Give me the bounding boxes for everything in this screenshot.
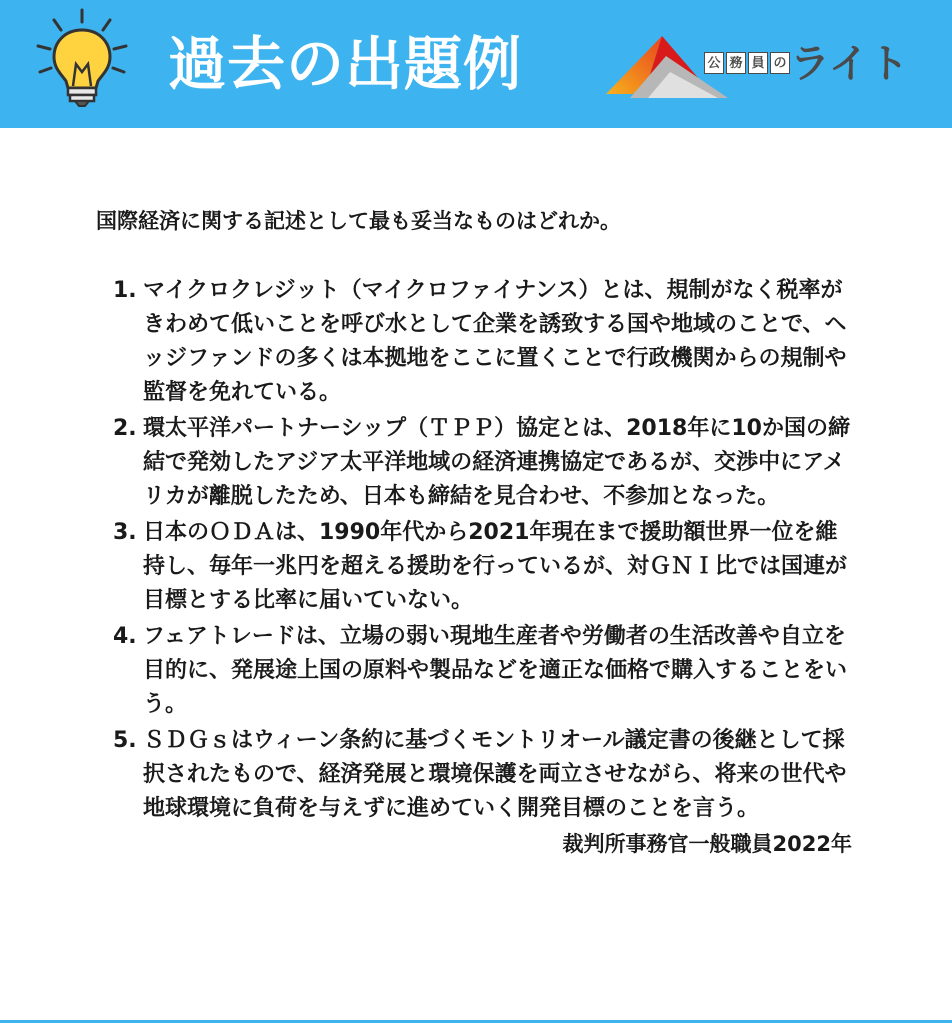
choice-text: フェアトレードは、立場の弱い現地生産者や労働者の生活改善や自立を目的に、発展途上国の原料や製品などを適正な価格で購入することをいう。 — [143, 624, 848, 717]
choice-item — [113, 412, 876, 514]
choice-list — [96, 274, 876, 826]
choice-text: ＳＤＧｓはウィーン条約に基づくモントリオール議定書の後継として採択されたもので、経済発展と環境保護を両立させながら、将来の世代や地球環境に負荷を与えずに進めていく開発目標のことを言う。 — [143, 728, 847, 821]
choice-item — [113, 724, 876, 826]
choice-number: 5. — [113, 728, 137, 753]
logo-badge-char: 員 — [748, 52, 768, 74]
header-banner — [0, 0, 952, 128]
choice-number: 2. — [113, 416, 137, 441]
logo-text: ライト — [790, 41, 909, 87]
choice-item — [113, 516, 876, 618]
page-title: 過去の出題例 — [168, 30, 523, 98]
logo-badge-char: 務 — [726, 52, 746, 74]
brand-logo — [600, 26, 920, 106]
choice-number: 3. — [113, 520, 137, 545]
choice-number: 4. — [113, 624, 137, 649]
choice-item — [113, 274, 876, 410]
logo-badge-char: の — [770, 52, 790, 74]
question-text: 国際経済に関する記述として最も妥当なものはどれか。 — [96, 209, 621, 233]
choice-number: 1. — [113, 278, 137, 303]
bottom-divider — [0, 1020, 952, 1023]
lightbulb-icon — [30, 6, 134, 110]
choice-text: 日本のＯＤＡは、1990年代から2021年現在まで援助額世界一位を維持し、毎年一兆円を超える援助を行っているが、対ＧＮＩ比では国連が目標とする比率に届いていない。 — [143, 520, 848, 613]
logo-badge — [704, 52, 790, 74]
logo-badge-char: 公 — [704, 52, 724, 74]
question-content — [96, 206, 876, 860]
exam-source: 裁判所事務官一般職員2022年 — [562, 832, 852, 856]
choice-text: マイクロクレジット（マイクロファイナンス）とは、規制がなく税率がきわめて低いことを呼び水として企業を誘致する国や地域のことで、ヘッジファンドの多くは本拠地をここに置くことで行政機関からの規制や監督を免れている。 — [143, 278, 847, 405]
choice-item — [113, 620, 876, 722]
choice-text: 環太平洋パートナーシップ（ＴＰＰ）協定とは、2018年に10か国の締結で発効したアジア太平洋地域の経済連携協定であるが、交渉中にアメリカが離脱したため、日本も締結を見合わせ、不参加となった。 — [143, 416, 850, 509]
